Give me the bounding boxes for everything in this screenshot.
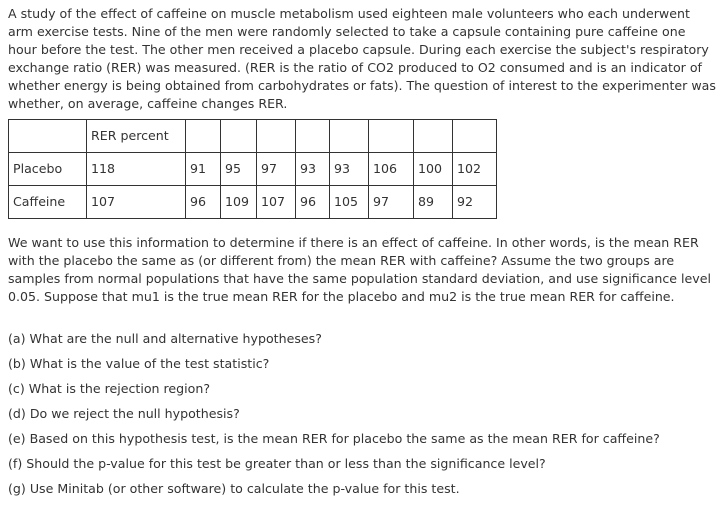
table-header-blank [453,120,497,153]
table-cell: 97 [369,186,414,219]
table-header-rer: RER percent [87,120,186,153]
table-header-blank [330,120,369,153]
question-e: (e) Based on this hypothesis test, is the mean RER for placebo the same as the mean RER for caffeine? [8,431,660,446]
table-cell: 89 [414,186,453,219]
table-cell: 91 [186,153,221,186]
table-cell: 107 [87,186,186,219]
table-cell: 95 [221,153,257,186]
table-cell: 100 [414,153,453,186]
question-a: (a) What are the null and alternative hypotheses? [8,331,322,346]
table-cell: 93 [296,153,330,186]
question-f: (f) Should the p-value for this test be greater than or less than the significance level? [8,456,546,471]
table-cell: 97 [257,153,296,186]
table-cell: 102 [453,153,497,186]
table-cell: 118 [87,153,186,186]
table-header-blank [296,120,330,153]
table-row-placebo [9,153,497,186]
table-header-blank [221,120,257,153]
table-header-blank [257,120,296,153]
question-c: (c) What is the rejection region? [8,381,211,396]
question-b: (b) What is the value of the test statistic? [8,356,270,371]
table-cell: 106 [369,153,414,186]
question-g: (g) Use Minitab (or other software) to calculate the p-value for this test. [8,481,460,496]
table-header-blank [9,120,87,153]
rer-table [8,119,497,219]
question-list [8,330,660,505]
table-header-blank [186,120,221,153]
table-row-caffeine [9,186,497,219]
table-cell: 93 [330,153,369,186]
table-header-row [9,120,497,153]
table-cell: 92 [453,186,497,219]
table-cell: 109 [221,186,257,219]
row-label: Caffeine [9,186,87,219]
table-cell: 107 [257,186,296,219]
table-cell: 105 [330,186,369,219]
table-header-blank [369,120,414,153]
table-header-blank [414,120,453,153]
row-label: Placebo [9,153,87,186]
table-cell: 96 [296,186,330,219]
body-paragraph: We want to use this information to determine if there is an effect of caffeine. In other words, is the mean RER with the placebo the same as (or different from) the mean RER with caffeine? Assume the two groups are samples from normal populations that have the same population standard deviation, and use significance level 0.05. Suppose that mu1 is the true mean RER for the placebo and mu2 is the true mean RER for caffeine. [8,235,711,304]
intro-paragraph: A study of the effect of caffeine on muscle metabolism used eighteen male volunteers who each underwent arm exercise tests. Nine of the men were randomly selected to take a capsule containing pure caffeine one hour before the test. The other men received a placebo capsule. During each exercise the subject's respiratory exchange ratio (RER) was measured. (RER is the ratio of CO2 produced to O2 consumed and is an indicator of whether energy is being obtained from carbohydrates or fats). The question of interest to the experimenter was whether, on average, caffeine changes RER. [8,6,716,111]
table-cell: 96 [186,186,221,219]
question-d: (d) Do we reject the null hypothesis? [8,406,240,421]
